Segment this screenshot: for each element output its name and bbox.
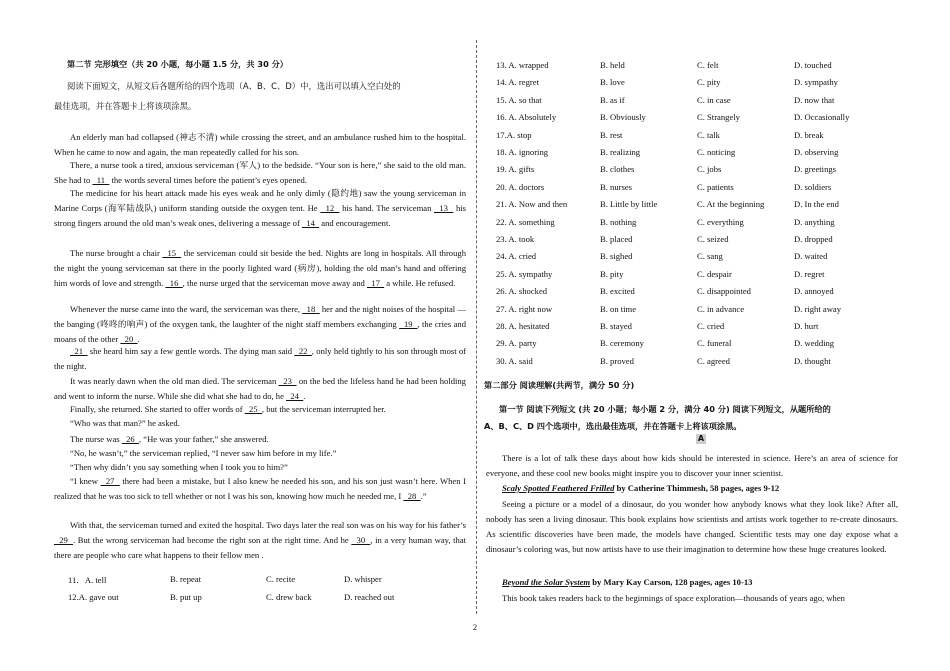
- option-row: [486, 304, 898, 320]
- book1-heading: Scaly Spotted Feathered Frilled by Catherine Thimmesh, 58 pages, ages 9-12: [502, 483, 780, 493]
- option-c: C. Strangely: [697, 112, 740, 123]
- option-b: B. put up: [170, 592, 202, 602]
- passage-text: , in a very human way, that there are people who care what happens to their fellow men .: [54, 535, 467, 560]
- option-row: [486, 164, 898, 180]
- option-n: 24. A. cried: [496, 251, 537, 262]
- passage-text: there had been a mistake, but I also knew he needed his son, and his son just wasn’t here. When I realized that he was too sick to tell whether or not I was his son, knowing how much he needed me, I: [54, 476, 467, 501]
- option-b: B. on time: [600, 303, 637, 314]
- option-b: B. Obviously: [600, 112, 646, 123]
- option-d: D. annoyed: [794, 286, 834, 297]
- blank-29: 29: [54, 535, 73, 545]
- option-c: C. pity: [697, 77, 721, 88]
- option-c: C. sang: [697, 251, 723, 262]
- book2-title: Beyond the Solar System: [502, 577, 591, 587]
- passage-text: The medicine for his heart attack made his eyes weak and he only dimly (隐约地) saw the young serviceman in Marine Corps (海军陆战队) uniform standing outside the oxygen tent. He: [54, 188, 466, 213]
- blank-26: 26: [121, 434, 139, 444]
- blank-17: 17: [366, 278, 385, 288]
- option-row: [486, 286, 898, 302]
- option-row: [486, 234, 898, 250]
- option-n: 15. A. so that: [496, 94, 542, 105]
- passage-text: With that, the serviceman turned and exited the hospital. Two days later the real son was on his way for his father’s: [70, 520, 466, 530]
- option-d: D. observing: [794, 147, 839, 157]
- option-n: 13. A. wrapped: [496, 60, 549, 70]
- book1-text: Seeing a picture or a model of a dinosaur, do you wonder how anybody knows what they look like? After all, nobody has seen a living dinosaur. This book explains how scientists and artists work together to re-create dinosaurs. As scientific discoveries have been made, the models have changed. Scientific tests may one day expose what a dinosaur’s coloring was, but now artists have to use their imagination to determine how these huge creatures looked.: [486, 499, 898, 554]
- passage-text: , “He was your father,” she answered.: [138, 434, 269, 444]
- option-b: B. ceremony: [600, 338, 644, 349]
- option-n: 17.A. stop: [496, 129, 532, 140]
- option-row: [486, 217, 898, 233]
- blank-21: 21: [70, 346, 88, 356]
- option-b: B. rest: [600, 129, 623, 140]
- option-b: B. clothes: [600, 164, 635, 175]
- blank-30: 30: [351, 535, 371, 545]
- book2-heading: Beyond the Solar System by Mary Kay Carson, 128 pages, ages 10-13: [502, 577, 753, 587]
- blank-15: 15: [162, 248, 182, 258]
- option-c: C. funeral: [697, 338, 732, 349]
- option-d: D. In the end: [794, 199, 839, 210]
- option-n: 16. A. Absolutely: [496, 112, 557, 123]
- option-c: C. despair: [697, 268, 732, 279]
- option-n: 22. A. something: [496, 216, 555, 227]
- passage-paragraph: [54, 130, 466, 160]
- passage-paragraph: [54, 432, 466, 447]
- option-d: D. sympathy: [794, 77, 838, 88]
- option-b: B. as if: [600, 94, 625, 105]
- passage-paragraph: [54, 246, 466, 291]
- blank-23: 23: [278, 376, 297, 386]
- passage-text: “Who was that man?” he asked.: [70, 418, 180, 428]
- blank-18: 18: [302, 304, 320, 314]
- blank-13: 13: [434, 203, 454, 213]
- option-c: C. felt: [697, 60, 719, 70]
- option-row: [54, 592, 466, 608]
- option-b: B. held: [600, 60, 625, 70]
- passage-paragraph: [54, 446, 466, 461]
- passage-text: “I knew: [70, 476, 101, 486]
- option-row: [486, 95, 898, 111]
- blank-16: 16: [165, 278, 183, 288]
- option-b: B. stayed: [600, 321, 632, 331]
- option-b: B. love: [600, 77, 625, 88]
- option-c: C. noticing: [697, 147, 736, 157]
- option-n: 19. A. gifts: [496, 164, 535, 175]
- option-n: 11．A. tell: [68, 575, 107, 585]
- option-b: B. proved: [600, 355, 634, 366]
- passage-text: There, a nurse took a tired, anxious serviceman (军人) to the bedside. “Your son is here,” she said to the old man. She had to: [54, 160, 466, 185]
- option-d: D. Occasionally: [794, 112, 850, 123]
- instruction-line-2: 最佳选项，并在答题卡上将该项涂黑。: [54, 101, 197, 111]
- passage-text: .: [303, 391, 306, 401]
- option-d: D. now that: [794, 94, 835, 105]
- part2-title: 第二部分 阅读理解(共两节，满分 50 分): [484, 380, 635, 390]
- option-d: D. dropped: [794, 234, 833, 244]
- column-divider: [476, 40, 477, 614]
- option-n: 30. A. said: [496, 355, 533, 366]
- passage-letter: A: [697, 434, 705, 443]
- passage-paragraph: [54, 474, 466, 504]
- passage-paragraph: [54, 518, 466, 563]
- option-row: [486, 147, 898, 163]
- option-b: B. placed: [600, 234, 633, 244]
- option-b: B. nurses: [600, 181, 632, 192]
- option-d: D. greetings: [794, 164, 837, 175]
- option-c: C. in case: [697, 94, 731, 105]
- passage-paragraph: [54, 344, 466, 374]
- passage-paragraph: [54, 186, 466, 231]
- blank-22: 22: [294, 346, 312, 356]
- option-d: D. anything: [794, 216, 835, 227]
- passage-paragraph: [54, 402, 466, 417]
- option-n: 14. A. regret: [496, 77, 539, 88]
- option-n: 28. A. hesitated: [496, 321, 550, 331]
- passage-text: “Then why didn’t you say something when I took you to him?”: [70, 462, 288, 472]
- passage-text: . But the wrong serviceman had become the right son at the right time. And he: [73, 535, 352, 545]
- option-c: C. drew back: [266, 592, 312, 602]
- passage-paragraph: [54, 460, 466, 475]
- blank-27: 27: [100, 476, 120, 486]
- blank-19: 19: [399, 319, 418, 329]
- option-n: 27. A. right now: [496, 303, 553, 314]
- option-b: B. excited: [600, 286, 635, 297]
- passage-text: she heard him say a few gentle words. The dying man said: [87, 346, 295, 356]
- option-d: D. touched: [794, 60, 832, 70]
- option-c: C. At the beginning: [697, 199, 765, 210]
- section-title: 第二节 完形填空（共 20 小题，每小题 1.5 分，共 30 分）: [67, 59, 288, 69]
- option-c: C. patients: [697, 181, 734, 192]
- option-d: D. thought: [794, 355, 831, 366]
- passage-text: , the nurse urged that the serviceman move away and: [182, 278, 367, 288]
- passage-paragraph: [54, 416, 466, 431]
- option-row: [486, 112, 898, 128]
- option-c: C. disappointed: [697, 286, 751, 297]
- option-c: C. in advance: [697, 303, 745, 314]
- passage-text: her and the night noises of the hospital — the banging (咚咚的响声) of the oxygen tank, the laughter of the night staff members exchanging: [54, 304, 466, 329]
- passage-text: the words several times before the patient’s eyes opened.: [109, 175, 307, 185]
- option-d: D. regret: [794, 268, 825, 279]
- option-c: C. talk: [697, 129, 720, 140]
- blank-25: 25: [244, 404, 262, 414]
- option-c: C. agreed: [697, 355, 730, 366]
- blank-24: 24: [286, 391, 304, 401]
- blank-12: 12: [320, 203, 340, 213]
- option-b: B. repeat: [170, 574, 202, 584]
- passage-text: .”: [420, 491, 427, 501]
- passage-text: Finally, she returned. She started to offer words of: [70, 404, 245, 414]
- passage-text: and encouragement.: [319, 218, 391, 228]
- passage-text: , only held tightly to his son through most of the night.: [54, 346, 467, 371]
- option-row: [486, 251, 898, 267]
- passage-text: , but the serviceman interrupted her.: [261, 404, 386, 414]
- option-n: 23. A. took: [496, 234, 535, 244]
- book1-title: Scaly Spotted Feathered Frilled: [502, 483, 615, 493]
- option-n: 18. A. ignoring: [496, 147, 549, 157]
- option-c: C. everything: [697, 216, 744, 227]
- option-b: B. nothing: [600, 216, 637, 227]
- passage-text: the serviceman could sit beside the bed. Nights are long in hospitals. All through the night the young serviceman sat there in the poorly lighted ward (病房), holding the old man’s hand and offering him words of love and strength.: [54, 248, 466, 288]
- option-row: [486, 60, 898, 76]
- option-n: 25. A. sympathy: [496, 268, 553, 279]
- option-row: [486, 199, 898, 215]
- option-d: D. whisper: [344, 574, 382, 584]
- sec1-instruction-1: 第一节 阅读下列短文 (共 20 小题；每小题 2 分，满分 40 分) 阅读下列短文，从题所给的: [499, 404, 831, 414]
- option-d: D. wedding: [794, 338, 835, 349]
- reading-intro: There is a lot of talk these days about how kids should be interested in science. Here’s an area of science for everyone, and these cool new books might inspire you to discover your inner scientist.: [486, 453, 898, 478]
- passage-text: “No, he wasn’t,” the serviceman replied, “I never saw him before in my life.”: [70, 448, 337, 458]
- option-b: B. realizing: [600, 147, 641, 157]
- option-row: [486, 321, 898, 337]
- passage-text: on the bed the lifeless hand he had been holding and went to inform the nurse. While she did what she had to do, he: [54, 376, 466, 401]
- option-c: C. jobs: [697, 164, 722, 175]
- option-c: C. recite: [266, 574, 296, 584]
- passage-paragraph: [54, 302, 466, 347]
- option-d: D. soldiers: [794, 181, 832, 192]
- passage-text: , the cries and moans of the other: [54, 319, 466, 344]
- option-d: D. right away: [794, 303, 842, 314]
- passage-paragraph: [54, 158, 466, 188]
- option-n: 29. A. party: [496, 338, 537, 349]
- passage-text: The nurse was: [70, 434, 122, 444]
- option-row: [486, 182, 898, 198]
- option-n: 12.A. gave out: [68, 592, 119, 602]
- option-b: B. sighed: [600, 251, 633, 262]
- passage-text: Whenever the nurse came into the ward, the serviceman was there,: [70, 304, 303, 314]
- passage-text: his strong fingers around the old man’s weak ones, delivering a message of: [54, 203, 467, 228]
- blank-14: 14: [301, 218, 320, 228]
- book2-text: This book takes readers back to the beginnings of space exploration—thousands of years ago, when: [502, 593, 845, 603]
- page-number: 2: [472, 622, 478, 632]
- option-row: [486, 130, 898, 146]
- option-row: [486, 338, 898, 354]
- option-d: D. waited: [794, 251, 828, 262]
- option-row: [486, 356, 898, 372]
- passage-text: The nurse brought a chair: [70, 248, 163, 258]
- option-d: D. break: [794, 129, 824, 140]
- option-n: 26. A. shocked: [496, 286, 548, 297]
- passage-text: a while. He refused.: [384, 278, 456, 288]
- option-row: [486, 77, 898, 93]
- option-c: C. cried: [697, 321, 725, 331]
- option-d: D. hurt: [794, 321, 819, 331]
- option-n: 20. A. doctors: [496, 181, 545, 192]
- passage-text: It was nearly dawn when the old man died. The serviceman: [70, 376, 279, 386]
- passage-text: .: [137, 334, 140, 344]
- blank-28: 28: [403, 491, 421, 501]
- option-b: B. Little by little: [600, 199, 658, 210]
- passage-text: his hand. The serviceman: [339, 203, 435, 213]
- option-d: D. reached out: [344, 592, 395, 602]
- option-b: B. pity: [600, 268, 624, 279]
- instruction-line-1: 阅读下面短文，从短文后各题所给的四个选项（A、B、C、D）中，选出可以填入空白处的: [67, 81, 401, 91]
- option-c: C. seized: [697, 234, 729, 244]
- passage-text: An elderly man had collapsed (神志不清) while crossing the street, and an ambulance rushed him to the hospital. When he came to now and again, the man repeatedly called for his son.: [54, 132, 466, 157]
- option-n: 21. A. Now and then: [496, 199, 568, 210]
- sec1-instruction-2: A、B、C、D 四个选项中，选出最佳选项，并在答题卡上将该项涂黑。: [484, 421, 742, 431]
- option-row: [486, 269, 898, 285]
- passage-paragraph: [54, 374, 466, 404]
- option-row: [54, 574, 466, 590]
- blank-11: 11: [92, 175, 110, 185]
- blank-20: 20: [120, 334, 138, 344]
